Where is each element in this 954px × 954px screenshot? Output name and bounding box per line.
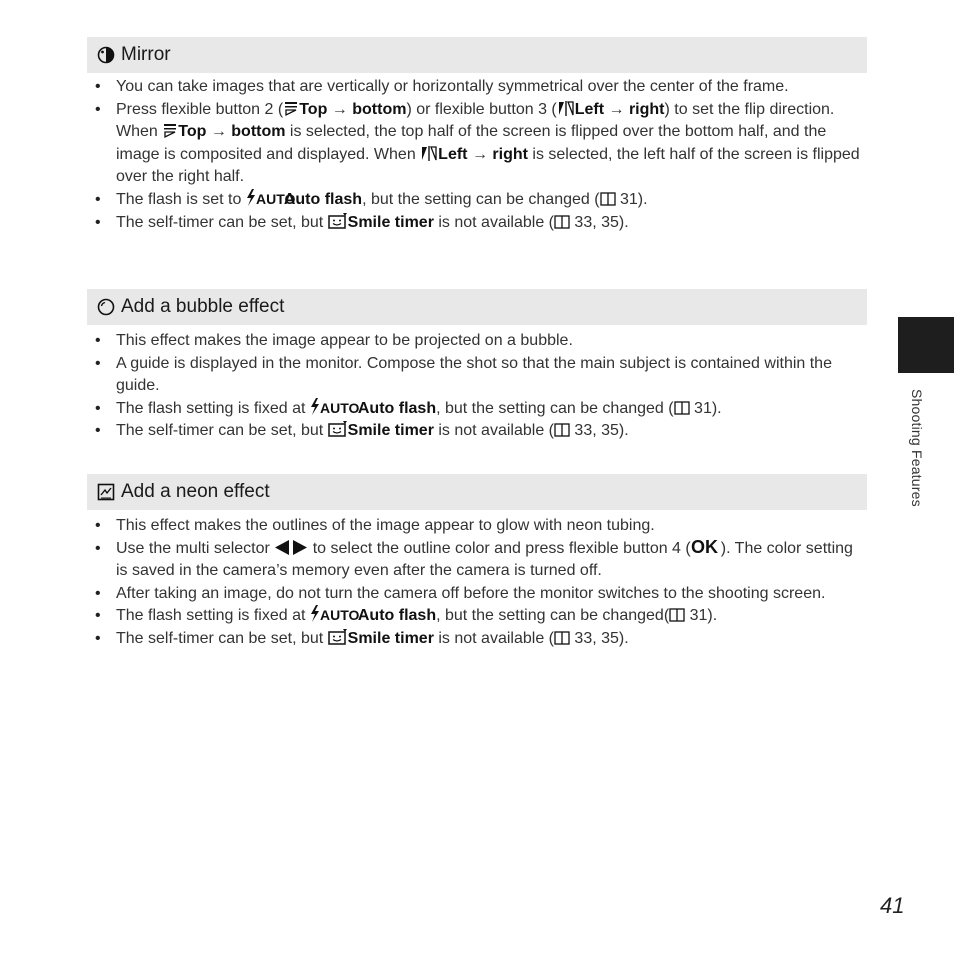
list-item bbox=[87, 76, 867, 99]
book-reference-icon bbox=[554, 631, 570, 645]
bullet-text: ) or flexible button 3 ( bbox=[406, 100, 557, 118]
arrow-text: → bbox=[467, 145, 493, 163]
mirror-icon bbox=[97, 46, 115, 64]
bullet-text: is not available ( bbox=[433, 422, 554, 440]
list-item bbox=[87, 515, 867, 538]
bullet-text: This effect makes the outlines of the image appear to glow with neon tubing. bbox=[116, 517, 655, 534]
smile-timer-icon bbox=[328, 629, 348, 645]
bullet-text: is selected, the top half of the screen is flipped over the bottom half, and the image is composited and displayed. When bbox=[116, 123, 827, 163]
flip-vertical-icon bbox=[283, 101, 299, 116]
section-bubble bbox=[87, 289, 867, 443]
arrow-text: → bbox=[327, 100, 353, 118]
section-title-neon: Add a neon effect bbox=[121, 481, 270, 502]
bullet-text: 31). bbox=[615, 190, 648, 208]
list-item bbox=[87, 538, 867, 583]
svg-text:AUTO: AUTO bbox=[319, 607, 360, 624]
list-item bbox=[87, 583, 867, 606]
flash-auto-icon bbox=[310, 605, 358, 622]
list-item bbox=[87, 398, 867, 421]
arrow-text: → bbox=[604, 100, 629, 118]
list-item bbox=[87, 189, 867, 212]
list-item bbox=[87, 99, 867, 122]
section-mirror bbox=[87, 37, 867, 234]
auto-flash-label: Auto flash bbox=[283, 190, 363, 208]
neon-icon bbox=[97, 483, 115, 501]
section-header-bubble bbox=[87, 289, 867, 325]
list-item bbox=[87, 330, 867, 353]
list-item bbox=[87, 353, 867, 398]
flash-auto-icon bbox=[310, 398, 358, 415]
bullet-text: ) to set the flip direction. bbox=[664, 100, 835, 118]
bullet-text: is not available ( bbox=[433, 213, 554, 231]
bullet-text: You can take images that are vertically or horizontally symmetrical over the center of the frame. bbox=[116, 78, 789, 95]
svg-text:OK: OK bbox=[690, 536, 718, 557]
flip-bottom-label: bottom bbox=[352, 100, 407, 118]
smile-timer-icon bbox=[328, 421, 348, 437]
bullet-text: 31). bbox=[689, 399, 722, 417]
svg-text:AUTO: AUTO bbox=[319, 399, 360, 416]
bullet-text: Press flexible button 2 ( bbox=[116, 100, 284, 118]
flip-right-label: right bbox=[628, 100, 665, 118]
bullet-text: The flash setting is fixed at bbox=[116, 607, 310, 625]
bubble-icon bbox=[97, 298, 115, 316]
flip-horizontal-icon bbox=[557, 101, 575, 116]
flip-horizontal-icon bbox=[420, 146, 438, 161]
bullet-text: 33, 35). bbox=[569, 422, 629, 440]
flip-left-label: Left bbox=[574, 100, 605, 118]
book-reference-icon bbox=[554, 215, 570, 229]
book-reference-icon bbox=[600, 192, 616, 206]
bullet-text: After taking an image, do not turn the camera off before the monitor switches to the shooting screen. bbox=[116, 584, 826, 602]
list-item bbox=[87, 628, 867, 651]
book-reference-icon bbox=[674, 401, 690, 415]
flip-right-label: right bbox=[492, 145, 528, 163]
book-reference-icon bbox=[554, 423, 570, 437]
multi-selector-left-right-icon bbox=[274, 540, 308, 555]
auto-flash-label: Auto flash bbox=[357, 399, 437, 417]
bullet-text: , but the setting can be changed ( bbox=[362, 190, 600, 208]
bullet-text: is not available ( bbox=[433, 629, 554, 647]
bullet-text: 33, 35). bbox=[569, 629, 629, 647]
auto-flash-label: Auto flash bbox=[357, 607, 437, 625]
flip-top-label: Top bbox=[178, 123, 207, 141]
bullet-text: , but the setting can be changed ( bbox=[436, 399, 674, 417]
bullet-text: A guide is displayed in the monitor. Compose the shot so that the main subject is contained within the guide. bbox=[116, 354, 832, 395]
bullet-text: ). The color setting is saved in the camera’s memory even after the camera is turned off. bbox=[116, 539, 853, 580]
page-number: 41 bbox=[880, 893, 905, 918]
list-item bbox=[87, 605, 867, 628]
bullet-text: The flash is set to bbox=[116, 190, 246, 208]
bullet-text: to select the outline color and press flexible button 4 ( bbox=[308, 539, 691, 557]
svg-text:AUTO: AUTO bbox=[255, 190, 296, 207]
bullet-text: The self-timer can be set, but bbox=[116, 213, 328, 231]
section-neon bbox=[87, 474, 867, 651]
bullet-text: , but the setting can be changed( bbox=[436, 607, 670, 625]
bullet-text: This effect makes the image appear to be projected on a bubble. bbox=[116, 332, 573, 349]
list-item bbox=[87, 212, 867, 235]
flip-left-label: Left bbox=[438, 145, 468, 163]
smile-timer-label: Smile timer bbox=[347, 213, 434, 231]
smile-timer-label: Smile timer bbox=[347, 422, 434, 440]
flash-auto-icon bbox=[246, 189, 296, 207]
flip-bottom-label: bottom bbox=[231, 123, 286, 141]
bullet-text: 33, 35). bbox=[569, 213, 629, 231]
flip-top-label: Top bbox=[299, 100, 328, 118]
bullet-text: 31). bbox=[685, 607, 718, 625]
bullet-text: The self-timer can be set, but bbox=[116, 629, 328, 647]
bullet-text: The flash setting is fixed at bbox=[116, 399, 310, 417]
list-item bbox=[87, 121, 867, 189]
ok-icon bbox=[691, 538, 721, 555]
bullet-text: Use the multi selector bbox=[116, 539, 275, 557]
smile-timer-icon bbox=[328, 213, 348, 229]
bullet-text: is selected, the left half of the screen is flipped over the right half. bbox=[116, 145, 860, 186]
bullet-text: The self-timer can be set, but bbox=[116, 422, 328, 440]
arrow-text: → bbox=[206, 123, 232, 141]
chapter-tab bbox=[898, 317, 954, 373]
bullet-text: When bbox=[116, 123, 163, 141]
section-header-mirror bbox=[87, 37, 867, 73]
chapter-label: Shooting Features bbox=[909, 389, 925, 507]
list-item bbox=[87, 420, 867, 443]
section-title-mirror: Mirror bbox=[121, 44, 171, 65]
section-title-bubble: Add a bubble effect bbox=[121, 296, 285, 317]
section-header-neon bbox=[87, 474, 867, 510]
flip-vertical-icon bbox=[162, 123, 178, 138]
book-reference-icon bbox=[669, 608, 685, 622]
smile-timer-label: Smile timer bbox=[347, 629, 434, 647]
